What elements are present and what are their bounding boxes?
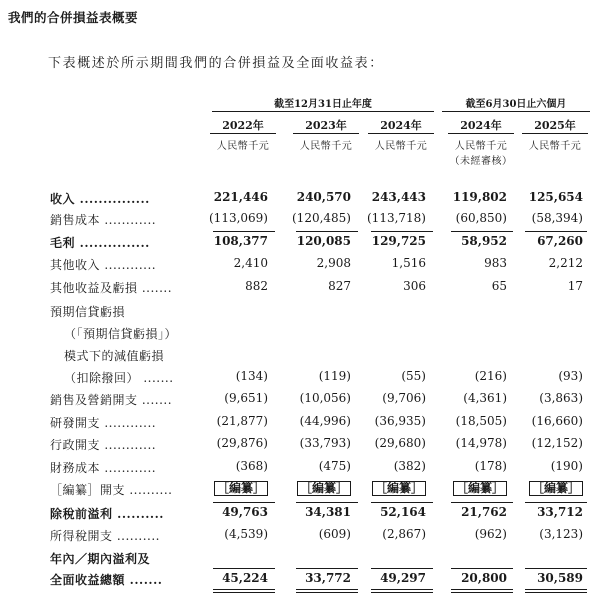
cell-value: (60,850) — [455, 211, 507, 225]
subtotal-rule — [451, 502, 513, 503]
subtotal-rule — [525, 231, 587, 232]
total-double-rule — [451, 589, 513, 593]
table-row — [0, 527, 597, 547]
subtotal-rule — [213, 231, 275, 232]
cell-value: 2,410 — [233, 256, 268, 270]
cell-value: 2,908 — [316, 256, 351, 270]
cell-value: ［編纂］ — [297, 481, 351, 496]
cell-value: (3,123) — [539, 527, 583, 541]
total-double-rule — [525, 589, 587, 593]
intro-text: 下表概述於所示期間我們的合併損益及全面收益表： — [48, 56, 384, 71]
section-title: 我們的合併損益表概要 — [8, 10, 139, 25]
table-row — [0, 505, 597, 525]
row-label: 毛利 ............... — [50, 236, 150, 250]
table-row — [0, 369, 597, 389]
column-year-0: 2022年 — [222, 119, 264, 132]
cell-value: 17 — [567, 279, 583, 293]
cell-value: 108,377 — [213, 234, 268, 248]
cell-value: (178) — [474, 459, 507, 473]
column-rule-2 — [368, 133, 434, 134]
column-unit-4: 人民幣千元 — [528, 141, 582, 152]
column-year-4: 2025年 — [534, 119, 576, 132]
cell-value: 243,443 — [371, 190, 426, 204]
subtotal-rule — [371, 502, 433, 503]
group-header-interim: 截至6月30日止六個月 — [465, 99, 567, 110]
cell-value: 52,164 — [380, 505, 426, 519]
cell-value: (2,867) — [382, 527, 426, 541]
cell-value: (29,680) — [374, 436, 426, 450]
row-label: 銷售及營銷開支 ....... — [50, 393, 173, 407]
cell-value: (36,935) — [374, 414, 426, 428]
column-rule-1 — [293, 133, 359, 134]
cell-value: 129,725 — [371, 234, 426, 248]
cell-value: (44,996) — [299, 414, 351, 428]
cell-value: (21,877) — [216, 414, 268, 428]
total-rule — [525, 568, 587, 569]
column-year-2: 2024年 — [380, 119, 422, 132]
group-rule-interim — [442, 111, 590, 112]
table-row — [0, 256, 597, 276]
cell-value: (475) — [318, 459, 351, 473]
cell-value: 65 — [491, 279, 507, 293]
cell-value: 49,297 — [380, 571, 426, 585]
cell-value: (120,485) — [292, 211, 351, 225]
subtotal-rule — [525, 502, 587, 503]
cell-value: ［編纂］ — [453, 481, 507, 496]
cell-value: (16,660) — [531, 414, 583, 428]
cell-value: 2,212 — [548, 256, 583, 270]
cell-value: (4,361) — [463, 391, 507, 405]
total-rule — [296, 568, 358, 569]
table-row — [0, 481, 597, 501]
cell-value: (962) — [474, 527, 507, 541]
table-row — [0, 436, 597, 456]
total-rule — [451, 568, 513, 569]
cell-value: (9,651) — [224, 391, 268, 405]
table-row — [0, 550, 597, 570]
cell-value: (18,505) — [455, 414, 507, 428]
table-row — [0, 325, 597, 345]
cell-value: 221,446 — [213, 190, 268, 204]
column-note-3: （未經審核） — [449, 156, 513, 167]
cell-value: (113,069) — [209, 211, 268, 225]
column-unit-1: 人民幣千元 — [299, 141, 353, 152]
cell-value: 21,762 — [461, 505, 507, 519]
total-double-rule — [213, 589, 275, 593]
row-label: ［編纂］開支 .......... — [50, 483, 173, 497]
cell-value: 306 — [403, 279, 426, 293]
column-unit-2: 人民幣千元 — [374, 141, 428, 152]
cell-value: (119) — [318, 369, 351, 383]
row-label: 模式下的減值虧損 — [64, 349, 165, 363]
cell-value: (58,394) — [531, 211, 583, 225]
cell-value: 1,516 — [391, 256, 426, 270]
table-row — [0, 414, 597, 434]
row-label: 銷售成本 ............ — [50, 213, 157, 227]
cell-value: 49,763 — [222, 505, 268, 519]
cell-value: 20,800 — [461, 571, 507, 585]
table-row — [0, 279, 597, 299]
table-row — [0, 234, 597, 254]
table-row — [0, 571, 597, 591]
subtotal-rule — [296, 502, 358, 503]
subtotal-rule — [371, 231, 433, 232]
row-label: 除稅前溢利 .......... — [50, 507, 164, 521]
row-label: 其他收益及虧損 ....... — [50, 281, 173, 295]
cell-value: ［編纂］ — [529, 481, 583, 496]
table-row — [0, 303, 597, 323]
table-row — [0, 190, 597, 210]
cell-value: 33,712 — [537, 505, 583, 519]
cell-value: (216) — [474, 369, 507, 383]
cell-value: (10,056) — [299, 391, 351, 405]
row-label: 年內／期內溢利及 — [50, 552, 151, 566]
row-label: 研發開支 ............ — [50, 416, 157, 430]
column-rule-3 — [448, 133, 514, 134]
cell-value: (190) — [550, 459, 583, 473]
cell-value: (4,539) — [224, 527, 268, 541]
cell-value: 33,772 — [305, 571, 351, 585]
cell-value: (55) — [401, 369, 426, 383]
total-double-rule — [296, 589, 358, 593]
cell-value: (33,793) — [299, 436, 351, 450]
column-unit-0: 人民幣千元 — [216, 141, 270, 152]
table-row — [0, 459, 597, 479]
cell-value: (113,718) — [367, 211, 426, 225]
row-label: 預期信貸虧損 — [50, 305, 126, 319]
row-label: 收入 ............... — [50, 192, 150, 206]
subtotal-rule — [296, 231, 358, 232]
cell-value: 34,381 — [305, 505, 351, 519]
subtotal-rule — [451, 231, 513, 232]
table-row — [0, 211, 597, 231]
cell-value: ［編纂］ — [214, 481, 268, 496]
row-label: 全面收益總額 ....... — [50, 573, 163, 587]
column-year-3: 2024年 — [460, 119, 502, 132]
group-rule-annual — [212, 111, 434, 112]
total-double-rule — [371, 589, 433, 593]
row-label: 行政開支 ............ — [50, 438, 157, 452]
cell-value: 120,085 — [296, 234, 351, 248]
subtotal-rule — [213, 502, 275, 503]
cell-value: 125,654 — [528, 190, 583, 204]
cell-value: (368) — [235, 459, 268, 473]
cell-value: 240,570 — [296, 190, 351, 204]
table-row — [0, 391, 597, 411]
group-header-annual: 截至12月31日止年度 — [274, 99, 372, 110]
cell-value: 983 — [484, 256, 507, 270]
cell-value: 827 — [328, 279, 351, 293]
row-label: 所得稅開支 .......... — [50, 529, 160, 543]
cell-value: (14,978) — [455, 436, 507, 450]
cell-value: 67,260 — [537, 234, 583, 248]
total-rule — [371, 568, 433, 569]
cell-value: (382) — [393, 459, 426, 473]
column-rule-4 — [522, 133, 588, 134]
cell-value: ［編纂］ — [372, 481, 426, 496]
cell-value: 882 — [245, 279, 268, 293]
cell-value: (134) — [235, 369, 268, 383]
cell-value: 119,802 — [452, 190, 507, 204]
row-label: （扣除撥回） ....... — [64, 371, 174, 385]
cell-value: (3,863) — [539, 391, 583, 405]
cell-value: (29,876) — [216, 436, 268, 450]
row-label: 財務成本 ............ — [50, 461, 157, 475]
cell-value: 45,224 — [222, 571, 268, 585]
cell-value: (12,152) — [531, 436, 583, 450]
table-row — [0, 347, 597, 367]
column-rule-0 — [210, 133, 276, 134]
cell-value: (609) — [318, 527, 351, 541]
row-label: 其他收入 ............ — [50, 258, 157, 272]
cell-value: (93) — [558, 369, 583, 383]
total-rule — [213, 568, 275, 569]
column-year-1: 2023年 — [305, 119, 347, 132]
row-label: （「預期信貸虧損」） — [64, 327, 178, 341]
cell-value: (9,706) — [382, 391, 426, 405]
cell-value: 58,952 — [461, 234, 507, 248]
column-unit-3: 人民幣千元 — [454, 141, 508, 152]
cell-value: 30,589 — [537, 571, 583, 585]
